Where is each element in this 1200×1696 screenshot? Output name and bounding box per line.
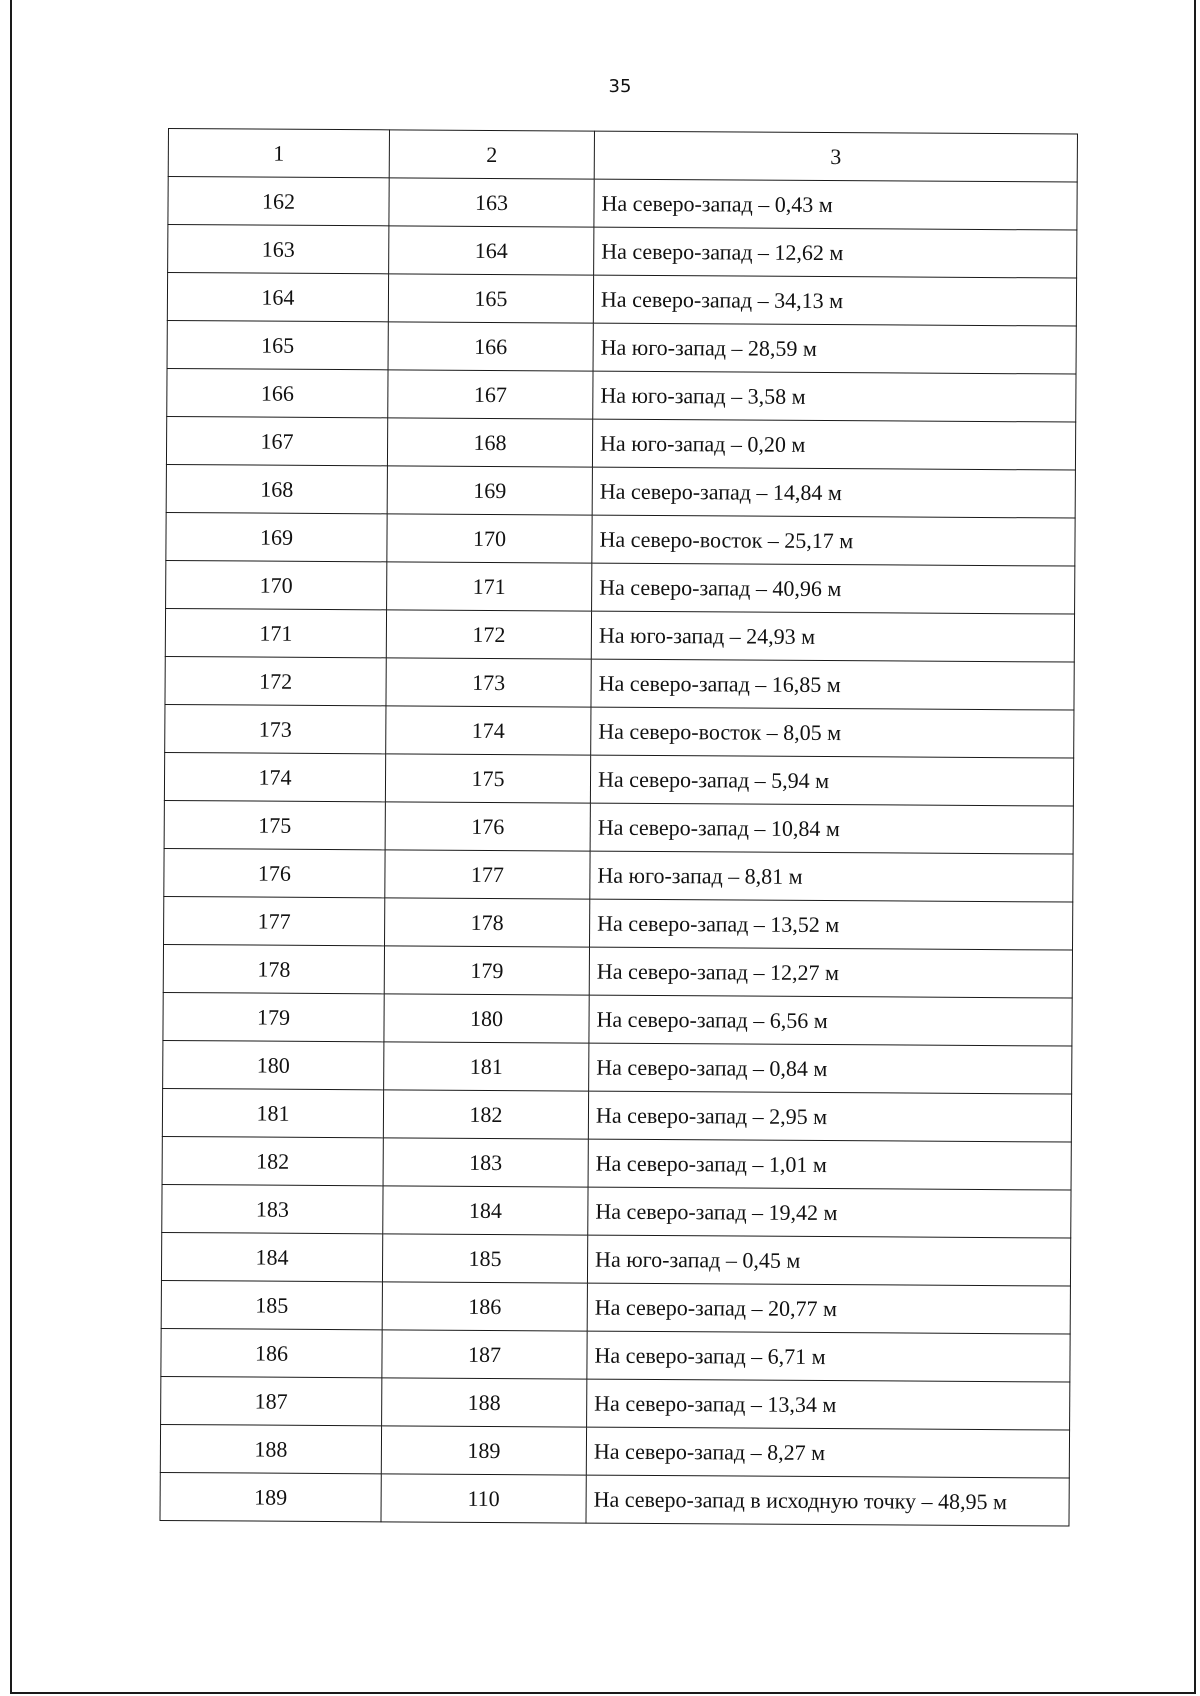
- to-point-cell: 166: [388, 322, 593, 371]
- header-cell-3: 3: [594, 131, 1077, 182]
- table-row: [161, 1328, 1070, 1382]
- from-point-cell: 166: [167, 368, 388, 417]
- table-row: [162, 1136, 1071, 1190]
- from-point-cell: 167: [166, 416, 387, 465]
- to-point-cell: 177: [385, 850, 590, 899]
- to-point-cell: 189: [381, 1426, 586, 1475]
- to-point-cell: 178: [385, 898, 590, 947]
- from-point-cell: 175: [164, 800, 385, 849]
- from-point-cell: 186: [161, 1328, 382, 1377]
- to-point-cell: 184: [383, 1186, 588, 1235]
- from-point-cell: 170: [166, 560, 387, 609]
- direction-distance-cell: На юго-запад – 24,93 м: [591, 611, 1074, 662]
- table-row: [165, 704, 1074, 758]
- from-point-cell: 180: [163, 1040, 384, 1089]
- to-point-cell: 183: [383, 1138, 588, 1187]
- from-point-cell: 171: [165, 608, 386, 657]
- table-row: [164, 752, 1073, 806]
- direction-distance-cell: На северо-запад – 8,27 м: [586, 1427, 1069, 1478]
- from-point-cell: 182: [162, 1136, 383, 1185]
- table-row: [166, 512, 1075, 566]
- from-point-cell: 172: [165, 656, 386, 705]
- to-point-cell: 175: [385, 754, 590, 803]
- direction-distance-cell: На северо-запад – 2,95 м: [588, 1091, 1071, 1142]
- table-row: [160, 1424, 1069, 1478]
- to-point-cell: 180: [384, 994, 589, 1043]
- from-point-cell: 165: [167, 320, 388, 369]
- table-row: [165, 608, 1074, 662]
- header-cell-2: 2: [389, 130, 594, 179]
- to-point-cell: 187: [382, 1330, 587, 1379]
- to-point-cell: 186: [382, 1282, 587, 1331]
- to-point-cell: 167: [388, 370, 593, 419]
- table-body: [160, 129, 1077, 1527]
- table-row: [162, 1184, 1071, 1238]
- direction-distance-cell: На северо-запад – 16,85 м: [591, 659, 1074, 710]
- direction-distance-cell: На северо-запад – 10,84 м: [590, 803, 1073, 854]
- to-point-cell: 179: [384, 946, 589, 995]
- table-row: [163, 1040, 1072, 1094]
- direction-distance-cell: На северо-запад – 12,62 м: [594, 227, 1077, 278]
- direction-distance-cell: На северо-запад – 6,56 м: [589, 995, 1072, 1046]
- table-row: [160, 1472, 1069, 1526]
- direction-distance-cell: На юго-запад – 8,81 м: [590, 851, 1073, 902]
- table-row: [161, 1232, 1070, 1286]
- direction-distance-cell: На северо-запад – 5,94 м: [590, 755, 1073, 806]
- from-point-cell: 164: [167, 273, 388, 322]
- to-point-cell: 182: [383, 1090, 588, 1139]
- table-header-row: [168, 129, 1077, 183]
- from-point-cell: 187: [161, 1376, 382, 1425]
- to-point-cell: 168: [387, 418, 592, 467]
- to-point-cell: 173: [386, 658, 591, 707]
- table-row: [166, 416, 1075, 470]
- table-row: [161, 1376, 1070, 1430]
- from-point-cell: 178: [163, 944, 384, 993]
- table-row: [165, 656, 1074, 710]
- page-number: 35: [608, 76, 632, 97]
- direction-distance-cell: На юго-запад – 0,20 м: [592, 419, 1075, 470]
- from-point-cell: 169: [166, 512, 387, 561]
- from-point-cell: 173: [165, 704, 386, 753]
- from-point-cell: 184: [161, 1232, 382, 1281]
- to-point-cell: 164: [389, 226, 594, 275]
- table-row: [163, 944, 1072, 998]
- from-point-cell: 185: [161, 1280, 382, 1329]
- direction-distance-cell: На северо-запад – 19,42 м: [588, 1187, 1071, 1238]
- direction-distance-cell: На северо-восток – 8,05 м: [591, 707, 1074, 758]
- from-point-cell: 174: [164, 752, 385, 801]
- direction-distance-cell: На северо-запад – 14,84 м: [592, 467, 1075, 518]
- direction-distance-cell: На северо-запад – 13,34 м: [587, 1379, 1070, 1430]
- direction-distance-cell: На северо-запад – 6,71 м: [587, 1331, 1070, 1382]
- to-point-cell: 110: [381, 1474, 586, 1523]
- from-point-cell: 162: [168, 177, 389, 226]
- to-point-cell: 171: [387, 562, 592, 611]
- from-point-cell: 188: [160, 1424, 381, 1473]
- from-point-cell: 177: [164, 896, 385, 945]
- table-row: [164, 896, 1073, 950]
- table-row: [167, 368, 1076, 422]
- to-point-cell: 169: [387, 466, 592, 515]
- direction-distance-cell: На северо-запад – 12,27 м: [589, 947, 1072, 998]
- from-point-cell: 179: [163, 992, 384, 1041]
- table-row: [168, 225, 1077, 279]
- from-point-cell: 176: [164, 848, 385, 897]
- table-row: [168, 177, 1077, 231]
- direction-distance-cell: На северо-запад – 13,52 м: [590, 899, 1073, 950]
- to-point-cell: 176: [385, 802, 590, 851]
- table-row: [162, 1088, 1071, 1142]
- direction-distance-cell: На северо-запад – 1,01 м: [588, 1139, 1071, 1190]
- table-row: [163, 992, 1072, 1046]
- from-point-cell: 168: [166, 464, 387, 513]
- from-point-cell: 189: [160, 1472, 381, 1521]
- to-point-cell: 170: [387, 514, 592, 563]
- direction-distance-cell: На юго-запад – 0,45 м: [587, 1235, 1070, 1286]
- table-row: [167, 320, 1076, 374]
- to-point-cell: 188: [382, 1378, 587, 1427]
- from-point-cell: 163: [168, 225, 389, 274]
- direction-distance-cell: На северо-запад – 20,77 м: [587, 1283, 1070, 1334]
- to-point-cell: 172: [386, 610, 591, 659]
- table-row: [166, 464, 1075, 518]
- to-point-cell: 185: [382, 1234, 587, 1283]
- table-row: [164, 848, 1073, 902]
- direction-distance-cell: На северо-запад – 34,13 м: [593, 275, 1076, 326]
- boundary-table: [159, 128, 1077, 1527]
- from-point-cell: 181: [162, 1088, 383, 1137]
- direction-distance-cell: На северо-запад – 40,96 м: [592, 563, 1075, 614]
- to-point-cell: 174: [386, 706, 591, 755]
- direction-distance-cell: На юго-запад – 28,59 м: [593, 323, 1076, 374]
- direction-distance-cell: На северо-запад – 0,43 м: [594, 179, 1077, 230]
- table-row: [167, 273, 1076, 327]
- header-cell-1: 1: [168, 129, 389, 178]
- direction-distance-cell: На северо-запад в исходную точку – 48,95 м: [586, 1475, 1069, 1526]
- table-row: [161, 1280, 1070, 1334]
- to-point-cell: 181: [384, 1042, 589, 1091]
- to-point-cell: 163: [389, 178, 594, 227]
- direction-distance-cell: На юго-запад – 3,58 м: [593, 371, 1076, 422]
- table-row: [164, 800, 1073, 854]
- table-row: [166, 560, 1075, 614]
- direction-distance-cell: На северо-запад – 0,84 м: [589, 1043, 1072, 1094]
- to-point-cell: 165: [388, 274, 593, 323]
- direction-distance-cell: На северо-восток – 25,17 м: [592, 515, 1075, 566]
- from-point-cell: 183: [162, 1184, 383, 1233]
